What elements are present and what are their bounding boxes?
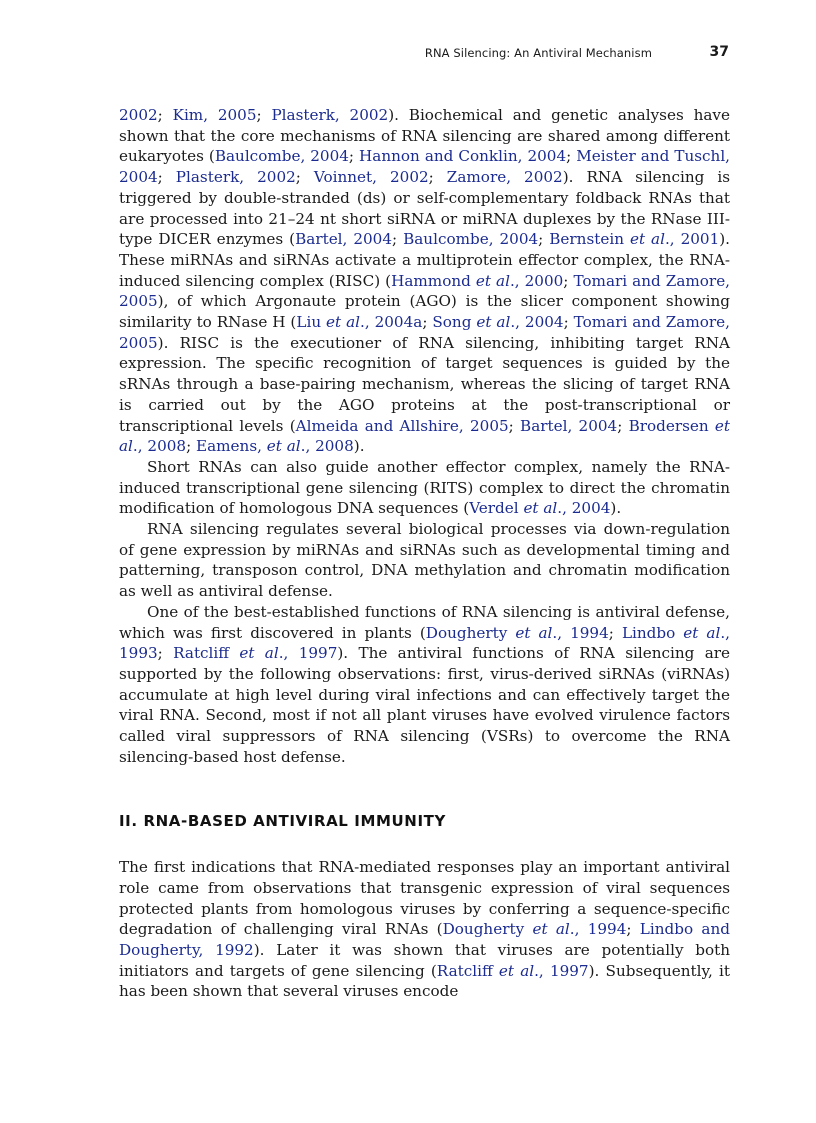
text-run: ; — [422, 313, 433, 332]
text-run: ; — [563, 313, 574, 332]
citation-link[interactable]: ., 1997 — [534, 961, 589, 980]
citation-link[interactable]: ., 2004 — [557, 499, 611, 518]
citation-link[interactable]: ., 1993 — [119, 623, 730, 663]
citation-link[interactable]: Kim, 2005 — [172, 106, 257, 124]
citation-link[interactable]: Bartel, 2004 — [295, 230, 392, 249]
text-run: ). Subsequently, it has been shown that several viruses encode — [119, 961, 730, 1001]
citation-link[interactable]: Plasterk, 2002 — [271, 106, 389, 124]
text-run: ; — [563, 271, 574, 290]
section-paragraphs-block — [119, 857, 730, 1002]
body-text — [119, 105, 730, 1002]
citation-link[interactable]: et al — [476, 313, 511, 332]
text-run: ). The antiviral functions of RNA silencing are supported by the following observations: first, virus-derived siRNAs (viRNAs) accumulate at high level during viral infections and can effectively target the viral RNA. Second, most if not all plant viruses have evolved virulence factors called viral suppressors of RNA silencing (VSRs) to overcome the RNA silencing-based host defense. — [119, 644, 730, 766]
citation-link[interactable]: Bartel, 2004 — [520, 416, 618, 435]
text-run: ). — [353, 437, 365, 456]
citation-link[interactable]: et al — [532, 920, 570, 939]
page-number: 37 — [709, 44, 729, 60]
text-run: ; — [508, 416, 521, 435]
citation-link[interactable]: Baulcombe, 2004 — [403, 230, 539, 249]
paragraph — [119, 857, 730, 1002]
text-run: ). Biochemical and genetic analyses have shown that the core mechanisms of RNA silencing are shared among different eukaryotes ( — [119, 106, 730, 166]
text-run: ). — [610, 499, 622, 518]
citation-link[interactable]: Lindbo — [621, 623, 684, 642]
citation-link[interactable]: ., 2001 — [664, 230, 720, 249]
citation-link[interactable]: et al — [326, 313, 360, 332]
citation-link[interactable]: Eamens, — [196, 437, 267, 456]
citation-link[interactable]: Lindbo and Dougherty, 1992 — [119, 920, 730, 960]
paragraph — [119, 105, 730, 457]
text-run: ; — [428, 168, 447, 187]
citation-link[interactable]: ., 2000 — [509, 271, 564, 290]
citation-link[interactable]: Brodersen — [628, 416, 715, 435]
running-header — [119, 44, 730, 64]
citation-link[interactable]: et al — [119, 416, 731, 456]
text-run: Short RNAs can also guide another effector complex, namely the RNA-induced transcriptional gene silencing (RITS) complex to direct the chromatin modification of homologous DNA sequences ( — [119, 457, 730, 518]
citation-link[interactable]: et al — [515, 623, 553, 642]
citation-link[interactable]: ., 2004a — [360, 313, 423, 332]
citation-link[interactable]: et al — [629, 230, 665, 249]
citation-link[interactable]: Voinnet, 2002 — [313, 168, 429, 187]
citation-link[interactable]: et al — [475, 271, 510, 290]
citation-link[interactable]: Baulcombe, 2004 — [214, 147, 349, 166]
citation-link[interactable]: 2002 — [119, 106, 158, 124]
text-run: ; — [256, 106, 272, 124]
citation-link[interactable]: et al — [266, 437, 301, 456]
text-run: ; — [295, 168, 314, 187]
citation-link[interactable]: et al — [498, 961, 535, 980]
text-run: ; — [348, 147, 360, 166]
text-run: ; — [566, 147, 577, 166]
text-run: ; — [186, 437, 197, 456]
text-run: ; — [538, 230, 550, 249]
text-run: ). RNA silencing is triggered by double-stranded (ds) or self-complementary foldback RNAs that are processed into 21–24 nt short siRNA or miRNA duplexes by the RNase III-type DICER enzymes ( — [119, 168, 730, 249]
paragraph — [119, 519, 730, 602]
section-heading: II. RNA-BASED ANTIVIRAL IMMUNITY — [119, 811, 446, 830]
citation-link[interactable]: Tomari and Zamore, 2005 — [119, 313, 730, 352]
text-run: ; — [608, 623, 622, 642]
citation-link[interactable]: Verdel — [469, 499, 524, 518]
citation-link[interactable]: Almeida and Allshire, 2005 — [295, 416, 509, 435]
citation-link[interactable]: Plasterk, 2002 — [175, 168, 296, 187]
text-run: ; — [626, 920, 640, 939]
citation-link[interactable]: ., 1994 — [569, 920, 627, 939]
citation-link[interactable]: Tomari and Zamore, 2005 — [119, 271, 731, 311]
text-run: ; — [617, 416, 629, 435]
text-run: ). Later it was shown that viruses are potentially both initiators and targets of gene silencing ( — [119, 941, 731, 980]
citation-link[interactable]: et al — [239, 644, 279, 663]
citation-link[interactable]: ., 2004 — [510, 313, 564, 332]
citation-link[interactable]: Hannon and Conklin, 2004 — [359, 147, 567, 166]
citation-link[interactable]: Dougherty — [442, 920, 533, 939]
text-run: RNA silencing regulates several biological processes via down-regulation of gene expression by miRNAs and siRNAs such as developmental timing and patterning, transposon control, DNA methylation and chromatin modification as well as antiviral defense. — [119, 520, 730, 601]
citation-link[interactable]: Meister and Tuschl, 2004 — [119, 147, 731, 187]
paragraph — [119, 602, 730, 768]
text-run: ; — [157, 106, 173, 124]
citation-link[interactable]: ., 2008 — [300, 437, 354, 456]
text-run: The first indications that RNA-mediated responses play an important antiviral role came from observations that transgenic expression of viral sequences protected plants from homologous viruses by conferring a sequence-specific degradation of challenging viral RNAs ( — [119, 858, 730, 939]
citation-link[interactable]: ., 1994 — [552, 623, 609, 642]
paragraphs-block — [119, 105, 730, 768]
citation-link[interactable]: Dougherty — [425, 623, 516, 642]
text-run: ). RISC is the executioner of RNA silencing, inhibiting target RNA expression. The specific recognition of target sequences is guided by the sRNAs through a base-pairing mechanism, whereas the slicing of target RNA is carried out by the AGO proteins at the post-transcriptional or transcriptional levels ( — [119, 333, 730, 435]
citation-link[interactable]: Ratcliff — [436, 961, 499, 980]
text-run: ). These miRNAs and siRNAs activate a multiprotein effector complex, the RNA-induced silencing complex (RISC) ( — [119, 230, 731, 290]
citation-link[interactable]: Liu — [296, 313, 327, 332]
paragraph — [119, 457, 730, 519]
citation-link[interactable]: Bernstein — [549, 230, 630, 249]
citation-link[interactable]: et al — [523, 499, 558, 518]
citation-link[interactable]: Song — [432, 313, 477, 332]
text-run: ; — [392, 230, 404, 249]
running-title: RNA Silencing: An Antiviral Mechanism — [424, 46, 652, 60]
citation-link[interactable]: Ratcliff — [173, 644, 240, 663]
citation-link[interactable]: ., 2008 — [132, 437, 187, 456]
citation-link[interactable]: ., 1997 — [278, 644, 338, 663]
citation-link[interactable]: et al — [683, 623, 721, 642]
text-run: ; — [157, 168, 176, 187]
text-run: ; — [157, 644, 174, 663]
text-run: ), of which Argonaute protein (AGO) is the slicer component showing similarity to RNase H ( — [119, 292, 730, 332]
citation-link[interactable]: Hammond — [391, 271, 476, 290]
text-run: One of the best-established functions of RNA silencing is antiviral defense, which was first discovered in plants ( — [119, 602, 730, 642]
citation-link[interactable]: Zamore, 2002 — [446, 168, 563, 187]
